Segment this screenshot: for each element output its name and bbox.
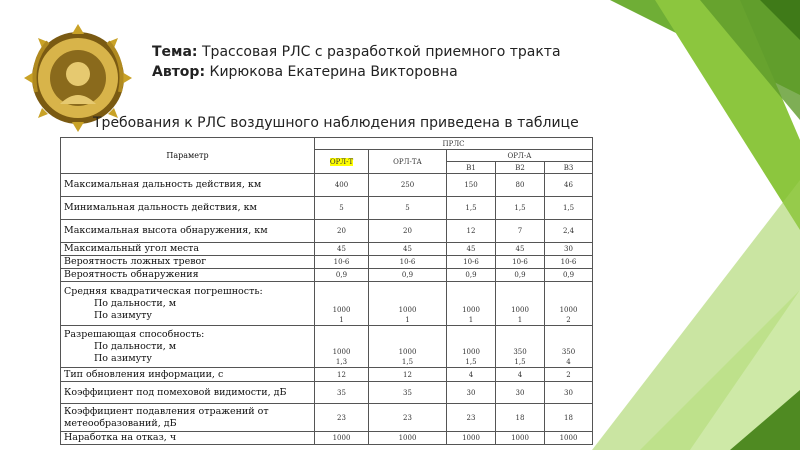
cell-b: 1 — [517, 316, 523, 324]
cell: 46 — [545, 174, 593, 197]
cell: 30 — [447, 382, 496, 404]
author-line — [152, 62, 561, 82]
row-label: Вероятность ложных тревог — [61, 256, 315, 269]
resolution-title: Разрешающая способность: — [64, 328, 205, 340]
row-label — [61, 282, 315, 326]
cell-b: 1 — [405, 316, 410, 324]
row-label: Тип обновления информации, с — [61, 368, 315, 382]
cell: 4 — [496, 368, 545, 382]
resolution-sub-range: По дальности, м — [94, 340, 177, 352]
cell: 45 — [315, 243, 369, 256]
slide-header — [152, 42, 561, 82]
cell: 1,5 — [496, 197, 545, 220]
cell: 5 — [315, 197, 369, 220]
table-row — [61, 256, 593, 269]
cell-b: 1,5 — [401, 358, 414, 366]
row-label: Максимальная высота обнаружения, км — [61, 220, 315, 243]
cell: 1000 — [496, 432, 545, 445]
cell: 2,4 — [545, 220, 593, 243]
cell — [447, 282, 496, 326]
cell: 1,5 — [447, 197, 496, 220]
row-label: Вероятность обнаружения — [61, 269, 315, 282]
resolution-sub-azimuth: По азимуту — [94, 352, 153, 364]
author-text: Кирюкова Екатерина Викторовна — [209, 64, 458, 80]
row-label: Наработка на отказ, ч — [61, 432, 315, 445]
cell-a: 1000 — [398, 306, 417, 314]
cell: 0,9 — [315, 269, 369, 282]
table-row — [61, 404, 593, 432]
cell: 35 — [315, 382, 369, 404]
rmse-sub-range: По дальности, м — [94, 297, 177, 309]
row-label: Максимальный угол места — [61, 243, 315, 256]
cell: 400 — [315, 174, 369, 197]
table-row-rmse — [61, 282, 593, 326]
row-label: Минимальная дальность действия, км — [61, 197, 315, 220]
col-orl-a: ОРЛ-А — [447, 150, 593, 162]
cell — [369, 282, 447, 326]
cell: 12 — [447, 220, 496, 243]
cell: 18 — [496, 404, 545, 432]
cell-a: 350 — [513, 348, 527, 356]
cell: 10-6 — [369, 256, 447, 269]
cell: 1000 — [315, 432, 369, 445]
table-row — [61, 368, 593, 382]
cell-a: 1000 — [511, 306, 529, 314]
cell — [369, 326, 447, 368]
cell: 45 — [496, 243, 545, 256]
table-caption: Требования к РЛС воздушного наблюдения приведена в таблице — [93, 115, 579, 131]
col-orl-t — [315, 150, 369, 174]
topic-label: Тема: — [152, 44, 198, 60]
cell: 45 — [369, 243, 447, 256]
topic-text: Трассовая РЛС с разработкой приемного тракта — [202, 44, 561, 60]
cell: 45 — [447, 243, 496, 256]
cell: 30 — [545, 243, 593, 256]
cell — [315, 282, 369, 326]
col-v1: В1 — [447, 162, 496, 174]
topic-line — [152, 42, 561, 62]
cell — [496, 326, 545, 368]
cell — [545, 282, 593, 326]
table-row — [61, 432, 593, 445]
cell: 5 — [369, 197, 447, 220]
cell — [315, 326, 369, 368]
cell: 35 — [369, 382, 447, 404]
cell: 150 — [447, 174, 496, 197]
cell-b: 1 — [339, 316, 344, 324]
table-row — [61, 197, 593, 220]
row-label — [61, 326, 315, 368]
cell: 30 — [545, 382, 593, 404]
cell: 12 — [369, 368, 447, 382]
table-row — [61, 174, 593, 197]
cell: 0,9 — [496, 269, 545, 282]
cell: 4 — [447, 368, 496, 382]
cell: 1000 — [369, 432, 447, 445]
row-label: Коэффициент под помеховой видимости, дБ — [61, 382, 315, 404]
cell-b: 1,5 — [465, 358, 477, 366]
cell-a: 1000 — [332, 348, 351, 356]
table-row — [61, 269, 593, 282]
param-header: Параметр — [61, 138, 315, 174]
table-row-resolution — [61, 326, 593, 368]
cell: 0,9 — [447, 269, 496, 282]
cell: 7 — [496, 220, 545, 243]
cell-a: 1000 — [559, 306, 578, 314]
col-orl-t-label: ОРЛ-Т — [329, 157, 354, 166]
rmse-title: Средняя квадратическая погрешность: — [64, 285, 263, 297]
requirements-table — [60, 137, 593, 445]
table-row — [61, 243, 593, 256]
cell: 30 — [496, 382, 545, 404]
table-row — [61, 382, 593, 404]
cell: 1000 — [447, 432, 496, 445]
author-label: Автор: — [152, 64, 206, 80]
cell-b: 1,3 — [335, 358, 348, 366]
cell-a: 1000 — [462, 306, 480, 314]
cell-a: 1000 — [398, 348, 417, 356]
cell-b: 1 — [468, 316, 474, 324]
cell: 20 — [315, 220, 369, 243]
row-label: Максимальная дальность действия, км — [61, 174, 315, 197]
col-orl-ta: ОРЛ-ТА — [369, 150, 447, 174]
cell: 10-6 — [545, 256, 593, 269]
cell — [447, 326, 496, 368]
col-v2: В2 — [496, 162, 545, 174]
cell-a: 350 — [561, 348, 576, 356]
table-row — [61, 220, 593, 243]
cell: 0,9 — [545, 269, 593, 282]
cell: 12 — [315, 368, 369, 382]
cell-b: 1,5 — [514, 358, 526, 366]
cell: 0,9 — [369, 269, 447, 282]
cell: 23 — [447, 404, 496, 432]
cell-b: 4 — [566, 358, 571, 366]
cell: 10-6 — [447, 256, 496, 269]
cell-a: 1000 — [332, 306, 351, 314]
cell — [496, 282, 545, 326]
cell: 2 — [545, 368, 593, 382]
cell: 250 — [369, 174, 447, 197]
cell: 10-6 — [315, 256, 369, 269]
cell — [545, 326, 593, 368]
col-v3: В3 — [545, 162, 593, 174]
cell: 23 — [369, 404, 447, 432]
cell-b: 2 — [566, 316, 571, 324]
group-header: ПРЛС — [315, 138, 593, 150]
cell: 1,5 — [545, 197, 593, 220]
cell: 18 — [545, 404, 593, 432]
cell: 20 — [369, 220, 447, 243]
cell-a: 1000 — [462, 348, 480, 356]
cell: 23 — [315, 404, 369, 432]
row-label: Коэффициент подавления отражений от метеообразований, дБ — [61, 404, 315, 432]
cell: 10-6 — [496, 256, 545, 269]
cell: 80 — [496, 174, 545, 197]
cell: 1000 — [545, 432, 593, 445]
rmse-sub-azimuth: По азимуту — [94, 309, 153, 321]
